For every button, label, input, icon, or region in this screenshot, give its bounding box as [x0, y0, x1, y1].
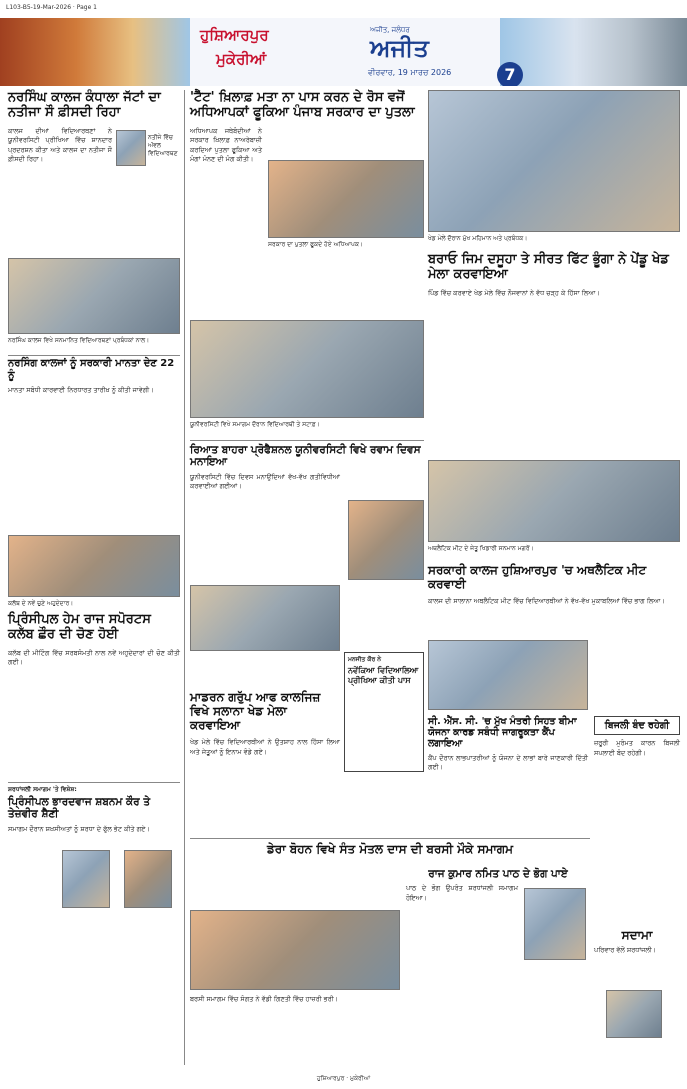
- issue-date: ਵੀਰਵਾਰ, 19 ਮਾਰਚ 2026: [368, 68, 452, 77]
- protest-photo: [268, 160, 424, 238]
- photo-caption: ਯੂਨੀਵਰਸਿਟੀ ਵਿਖੇ ਸਮਾਗਮ ਦੌਰਾਨ ਵਿਦਿਆਰਥੀ ਤੇ ਸਟਾਫ਼।: [190, 421, 320, 428]
- headline: ਸੀ. ਐੱਸ. ਸੀ. 'ਚ ਮੁੱਖ ਮੰਤਰੀ ਸਿਹਤ ਬੀਮਾ ਯੋਜਨਾ ਕਾਰਡ ਸਬੰਧੀ ਜਾਗਰੂਕਤਾ ਕੈਂਪ ਲਗਾਇਆ: [428, 716, 577, 750]
- brand-subtitle: ਅਜੀਤ, ਜਲੰਧਰ: [370, 26, 410, 34]
- photo-caption: ਅਥਲੈਟਿਕ ਮੀਟ ਦੇ ਜੇਤੂ ਖਿਡਾਰੀ ਸਨਮਾਨ ਮਗਰੋਂ।: [428, 545, 534, 552]
- kicker: ਮਨਜੀਤ ਕੌਰ ਨੇ: [348, 656, 382, 663]
- tribute-photo-2: [124, 850, 172, 908]
- divider: [8, 355, 180, 356]
- story-csc-camp: [428, 716, 588, 772]
- story-tribute: [8, 786, 180, 834]
- headline: ਬਰਾਓ ਜਿਮ ਦਸੂਹਾ ਤੇ ਸੀਰਤ ਫਿੱਟ ਭੂੰਗਾ ਨੇ ਪੇਂਡੂ ਖੇਡ ਮੇਲਾ ਕਰਵਾਇਆ: [428, 252, 669, 283]
- headline: ਰਿਆਤ ਬਾਹਰਾ ਪ੍ਰੋਫੈਸ਼ਨਲ ਯੂਨੀਵਰਸਿਟੀ ਵਿਖੇ ਰਵਾਮ ਦਿਵਸ ਮਨਾਇਆ: [190, 444, 421, 469]
- masthead-title-block: [190, 24, 490, 80]
- headline: ਬਿਜਲੀ ਬੰਦ ਰਹੇਗੀ: [594, 716, 680, 735]
- photo-caption: ਨਰਸਿੰਘ ਕਾਲਜ ਵਿਖੇ ਸਨਮਾਨਿਤ ਵਿਦਿਆਰਥਣਾਂ ਪ੍ਰਬੰਧਕਾਂ ਨਾਲ।: [8, 337, 150, 344]
- edition-name-1: ਹੁਸ਼ਿਆਰਪੁਰ: [200, 26, 269, 44]
- brand-logo: ਅਜੀਤ: [370, 34, 429, 62]
- story-sports-club: [8, 612, 180, 668]
- story-athletics-meet: [428, 563, 680, 607]
- body-text: ਪਿੰਡ ਵਿੱਚ ਕਰਵਾਏ ਖੇਡ ਮੇਲੇ ਵਿੱਚ ਨੌਜਵਾਨਾਂ ਨੇ ਵੱਧ ਚੜ੍ਹ ਕੇ ਹਿੱਸਾ ਲਿਆ।: [428, 288, 600, 297]
- story-dera-bohan: [190, 842, 590, 856]
- body-text: ਸਮਾਗਮ ਦੌਰਾਨ ਸ਼ਖ਼ਸੀਅਤਾਂ ਨੂੰ ਸ਼ਰਧਾ ਦੇ ਫੁੱਲ ਭੇਟ ਕੀਤੇ ਗਏ।: [8, 824, 150, 833]
- story-manjit-kaur: [344, 652, 424, 772]
- edition-name-2: ਮੁਕੇਰੀਆਂ: [216, 50, 267, 68]
- column-rule: [184, 90, 185, 1065]
- award-photo: [348, 500, 424, 580]
- story-modern-group: [190, 690, 340, 757]
- body-text: ਜ਼ਰੂਰੀ ਮੁਰੰਮਤ ਕਾਰਨ ਬਿਜਲੀ ਸਪਲਾਈ ਬੰਦ ਰਹੇਗੀ।: [594, 739, 680, 757]
- divider: [8, 782, 180, 783]
- headline: ਮਾਡਰਨ ਗਰੁੱਪ ਆਫ ਕਾਲਜਿਜ਼ ਵਿਖੇ ਸਲਾਨਾ ਖੇਡ ਮੇਲਾ ਕਰਵਾਇਆ: [190, 690, 321, 733]
- headline: ਨਵੇਂਕਿਆ ਵਿਦਿਆਲਿਆ ਪ੍ਰੀਖਿਆ ਕੀਤੀ ਪਾਸ: [348, 666, 419, 685]
- masthead-left-banner: [0, 18, 190, 86]
- body-text: ਮਾਨਤਾ ਸਬੰਧੀ ਕਾਰਵਾਈ ਨਿਰਧਾਰਤ ਤਾਰੀਖ਼ ਨੂੰ ਕੀਤੀ ਜਾਵੇਗੀ।: [8, 385, 154, 394]
- headline: ਪ੍ਰਿੰਸੀਪਲ ਹੇਮ ਰਾਜ ਸਪੋਰਟਸ ਕਲੱਬ ਛੌਰ ਦੀ ਚੋਣ ਹੋਈ: [8, 612, 151, 643]
- story-riyat-bahra: [190, 444, 424, 492]
- headline: ਸਦਾਮਾ: [621, 928, 653, 942]
- tribute-photo-1: [62, 850, 110, 908]
- body-text: ਕਾਲਜ ਦੀ ਸਾਲਾਨਾ ਅਥਲੈਟਿਕ ਮੀਟ ਵਿੱਚ ਵਿਦਿਆਰਥੀਆਂ ਨੇ ਵੱਖ-ਵੱਖ ਮੁਕਾਬਲਿਆਂ ਵਿੱਚ ਭਾਗ ਲਿਆ।: [428, 597, 665, 606]
- page-number: 7: [497, 62, 523, 86]
- story-photo-club: [8, 535, 180, 597]
- headline: ਸਰਕਾਰੀ ਕਾਲਜ ਹੁਸ਼ਿਆਰਪੁਰ 'ਚ ਅਥਲੈਟਿਕ ਮੀਟ ਕਰਵਾਈ: [428, 563, 647, 592]
- body-text: ਪਾਠ ਦੇ ਭੋਗ ਉਪਰੰਤ ਸ਼ਰਧਾਂਜਲੀ ਸਮਾਗਮ ਹੋਇਆ।: [406, 884, 518, 902]
- dera-photo: [190, 910, 400, 990]
- masthead-right-banner: [500, 18, 687, 86]
- masthead: [0, 18, 687, 86]
- athletics-photo: [428, 460, 680, 542]
- body-text: ਪਰਿਵਾਰ ਵੱਲੋਂ ਸ਼ਰਧਾਂਜਲੀ।: [594, 946, 657, 955]
- body-text: ਯੂਨੀਵਰਸਿਟੀ ਵਿੱਚ ਦਿਵਸ ਮਨਾਉਂਦਿਆਂ ਵੱਖ-ਵੱਖ ਗਤੀਵਿਧੀਆਂ ਕਰਵਾਈਆਂ ਗਈਆਂ।: [190, 472, 340, 491]
- story-rural-games: [428, 252, 680, 298]
- headline: ਪ੍ਰਿੰਸੀਪਲ ਭਾਰਦਵਾਜ ਸ਼ਬਨਮ ਕੌਰ ਤੇ ਤੇਜ਼ਵੀਰ ਸ਼ੈਣੀ: [8, 796, 151, 821]
- story-sadama: [594, 928, 680, 956]
- print-slug: L103-B5-19-Mar-2026 · Page 1: [6, 4, 97, 11]
- camp-photo: [428, 640, 588, 710]
- divider: [190, 838, 590, 839]
- university-event-photo: [190, 320, 424, 418]
- story-power-cut: [594, 716, 680, 758]
- memorial-photo: [524, 888, 586, 960]
- headline: ਡੇਰਾ ਬੋਹਨ ਵਿਖੇ ਸੰਤ ਮੋਤਲ ਦਾਸ ਦੀ ਬਰਸੀ ਮੌਕੇ ਸਮਾਗਮ: [266, 842, 514, 856]
- group-photo: [190, 585, 340, 651]
- divider: [190, 440, 424, 441]
- body-text: ਕੈਂਪ ਦੌਰਾਨ ਲਾਭਪਾਤਰੀਆਂ ਨੂੰ ਯੋਜਨਾ ਦੇ ਲਾਭਾਂ ਬਾਰੇ ਜਾਣਕਾਰੀ ਦਿੱਤੀ ਗਈ।: [428, 753, 588, 772]
- body-text: ਖੇਡ ਮੇਲੇ ਵਿੱਚ ਵਿਦਿਆਰਥੀਆਂ ਨੇ ਉਤਸ਼ਾਹ ਨਾਲ ਹਿੱਸਾ ਲਿਆ ਅਤੇ ਜੇਤੂਆਂ ਨੂੰ ਇਨਾਮ ਵੰਡੇ ਗਏ।: [190, 738, 340, 756]
- headline: ਨਰਸਿੰਗ ਕਾਲਜਾਂ ਨੂੰ ਸਰਕਾਰੀ ਮਾਨਤਾ ਦੇਣ 22 ਨੂੰ: [8, 358, 175, 381]
- obituary-photo: [606, 990, 662, 1038]
- headline: ਰਾਜ ਕੁਮਾਰ ਨਮਿਤ ਪਾਠ ਦੇ ਭੋਗ ਪਾਏ: [428, 868, 568, 880]
- photo-caption: ਖੇਡ ਮੇਲੇ ਦੌਰਾਨ ਮੁੱਖ ਮਹਿਮਾਨ ਅਤੇ ਪ੍ਰਬੰਧਕ।: [428, 235, 528, 242]
- story-nursing-college: [8, 90, 182, 164]
- story-recognition-date: [8, 358, 180, 395]
- photo-caption: ਸਰਕਾਰ ਦਾ ਪੁਤਲਾ ਫੂਕਦੇ ਹੋਏ ਅਧਿਆਪਕ।: [268, 241, 364, 248]
- photo-caption: ਕਲੱਬ ਦੇ ਨਵੇਂ ਚੁਣੇ ਅਹੁਦੇਦਾਰ।: [8, 600, 74, 607]
- photo-caption: ਨਤੀਜੇ ਵਿੱਚ ਅੱਵਲ ਵਿਦਿਆਰਥਣ: [148, 134, 178, 158]
- story-photo-group: [8, 258, 180, 334]
- portrait-photo: [116, 130, 146, 166]
- headline: ਨਰਸਿੰਘ ਕਾਲਜ ਕੰਧਾਲਾ ਜੱਟਾਂ ਦਾ ਨਤੀਜਾ ਸੌ ਫ਼ੀਸਦੀ ਰਿਹਾ: [8, 90, 161, 121]
- page-footer: ਹੁਸ਼ਿਆਰਪੁਰ · ਮੁਕੇਰੀਆਂ: [316, 1075, 371, 1082]
- games-fair-photo: [428, 90, 680, 232]
- headline: 'ਟੈੱਟ' ਖ਼ਿਲਾਫ਼ ਮਤਾ ਨਾ ਪਾਸ ਕਰਨ ਦੇ ਰੋਸ ਵਜੋਂ ਅਧਿਆਪਕਾਂ ਫੂਕਿਆ ਪੰਜਾਬ ਸਰਕਾਰ ਦਾ ਪੁਤਲਾ: [190, 90, 415, 121]
- body-text: ਕਾਲਜ ਦੀਆਂ ਵਿਦਿਆਰਥਣਾਂ ਨੇ ਯੂਨੀਵਰਸਿਟੀ ਪ੍ਰੀਖਿਆ ਵਿੱਚ ਸ਼ਾਨਦਾਰ ਪ੍ਰਦਰਸ਼ਨ ਕੀਤਾ ਅਤੇ ਕਾਲਜ ਦਾ ਨਤੀਜਾ ਸੌ ਫ਼ੀਸਦੀ ਰਿਹਾ।: [8, 126, 112, 163]
- story-tet-protest: [190, 90, 424, 164]
- kicker: ਸ਼ਰਧਾਂਜਲੀ ਸਮਾਗਮ 'ਤੇ ਵਿਸ਼ੇਸ਼:: [8, 786, 77, 793]
- body-text: ਕਲੱਬ ਦੀ ਮੀਟਿੰਗ ਵਿੱਚ ਸਰਬਸੰਮਤੀ ਨਾਲ ਨਵੇਂ ਅਹੁਦੇਦਾਰਾਂ ਦੀ ਚੋਣ ਕੀਤੀ ਗਈ।: [8, 648, 180, 667]
- body-text: ਬਰਸੀ ਸਮਾਗਮ ਵਿੱਚ ਸੰਗਤ ਨੇ ਵੱਡੀ ਗਿਣਤੀ ਵਿੱਚ ਹਾਜ਼ਰੀ ਭਰੀ।: [190, 995, 339, 1003]
- body-text: ਅਧਿਆਪਕ ਜਥੇਬੰਦੀਆਂ ਨੇ ਸਰਕਾਰ ਖ਼ਿਲਾਫ਼ ਨਾਅਰੇਬਾਜ਼ੀ ਕਰਦਿਆਂ ਪੁਤਲਾ ਫੂਕਿਆ ਅਤੇ ਮੰਗਾਂ ਮੰਨਣ ਦੀ ਮੰਗ ਕੀਤੀ।: [190, 126, 262, 163]
